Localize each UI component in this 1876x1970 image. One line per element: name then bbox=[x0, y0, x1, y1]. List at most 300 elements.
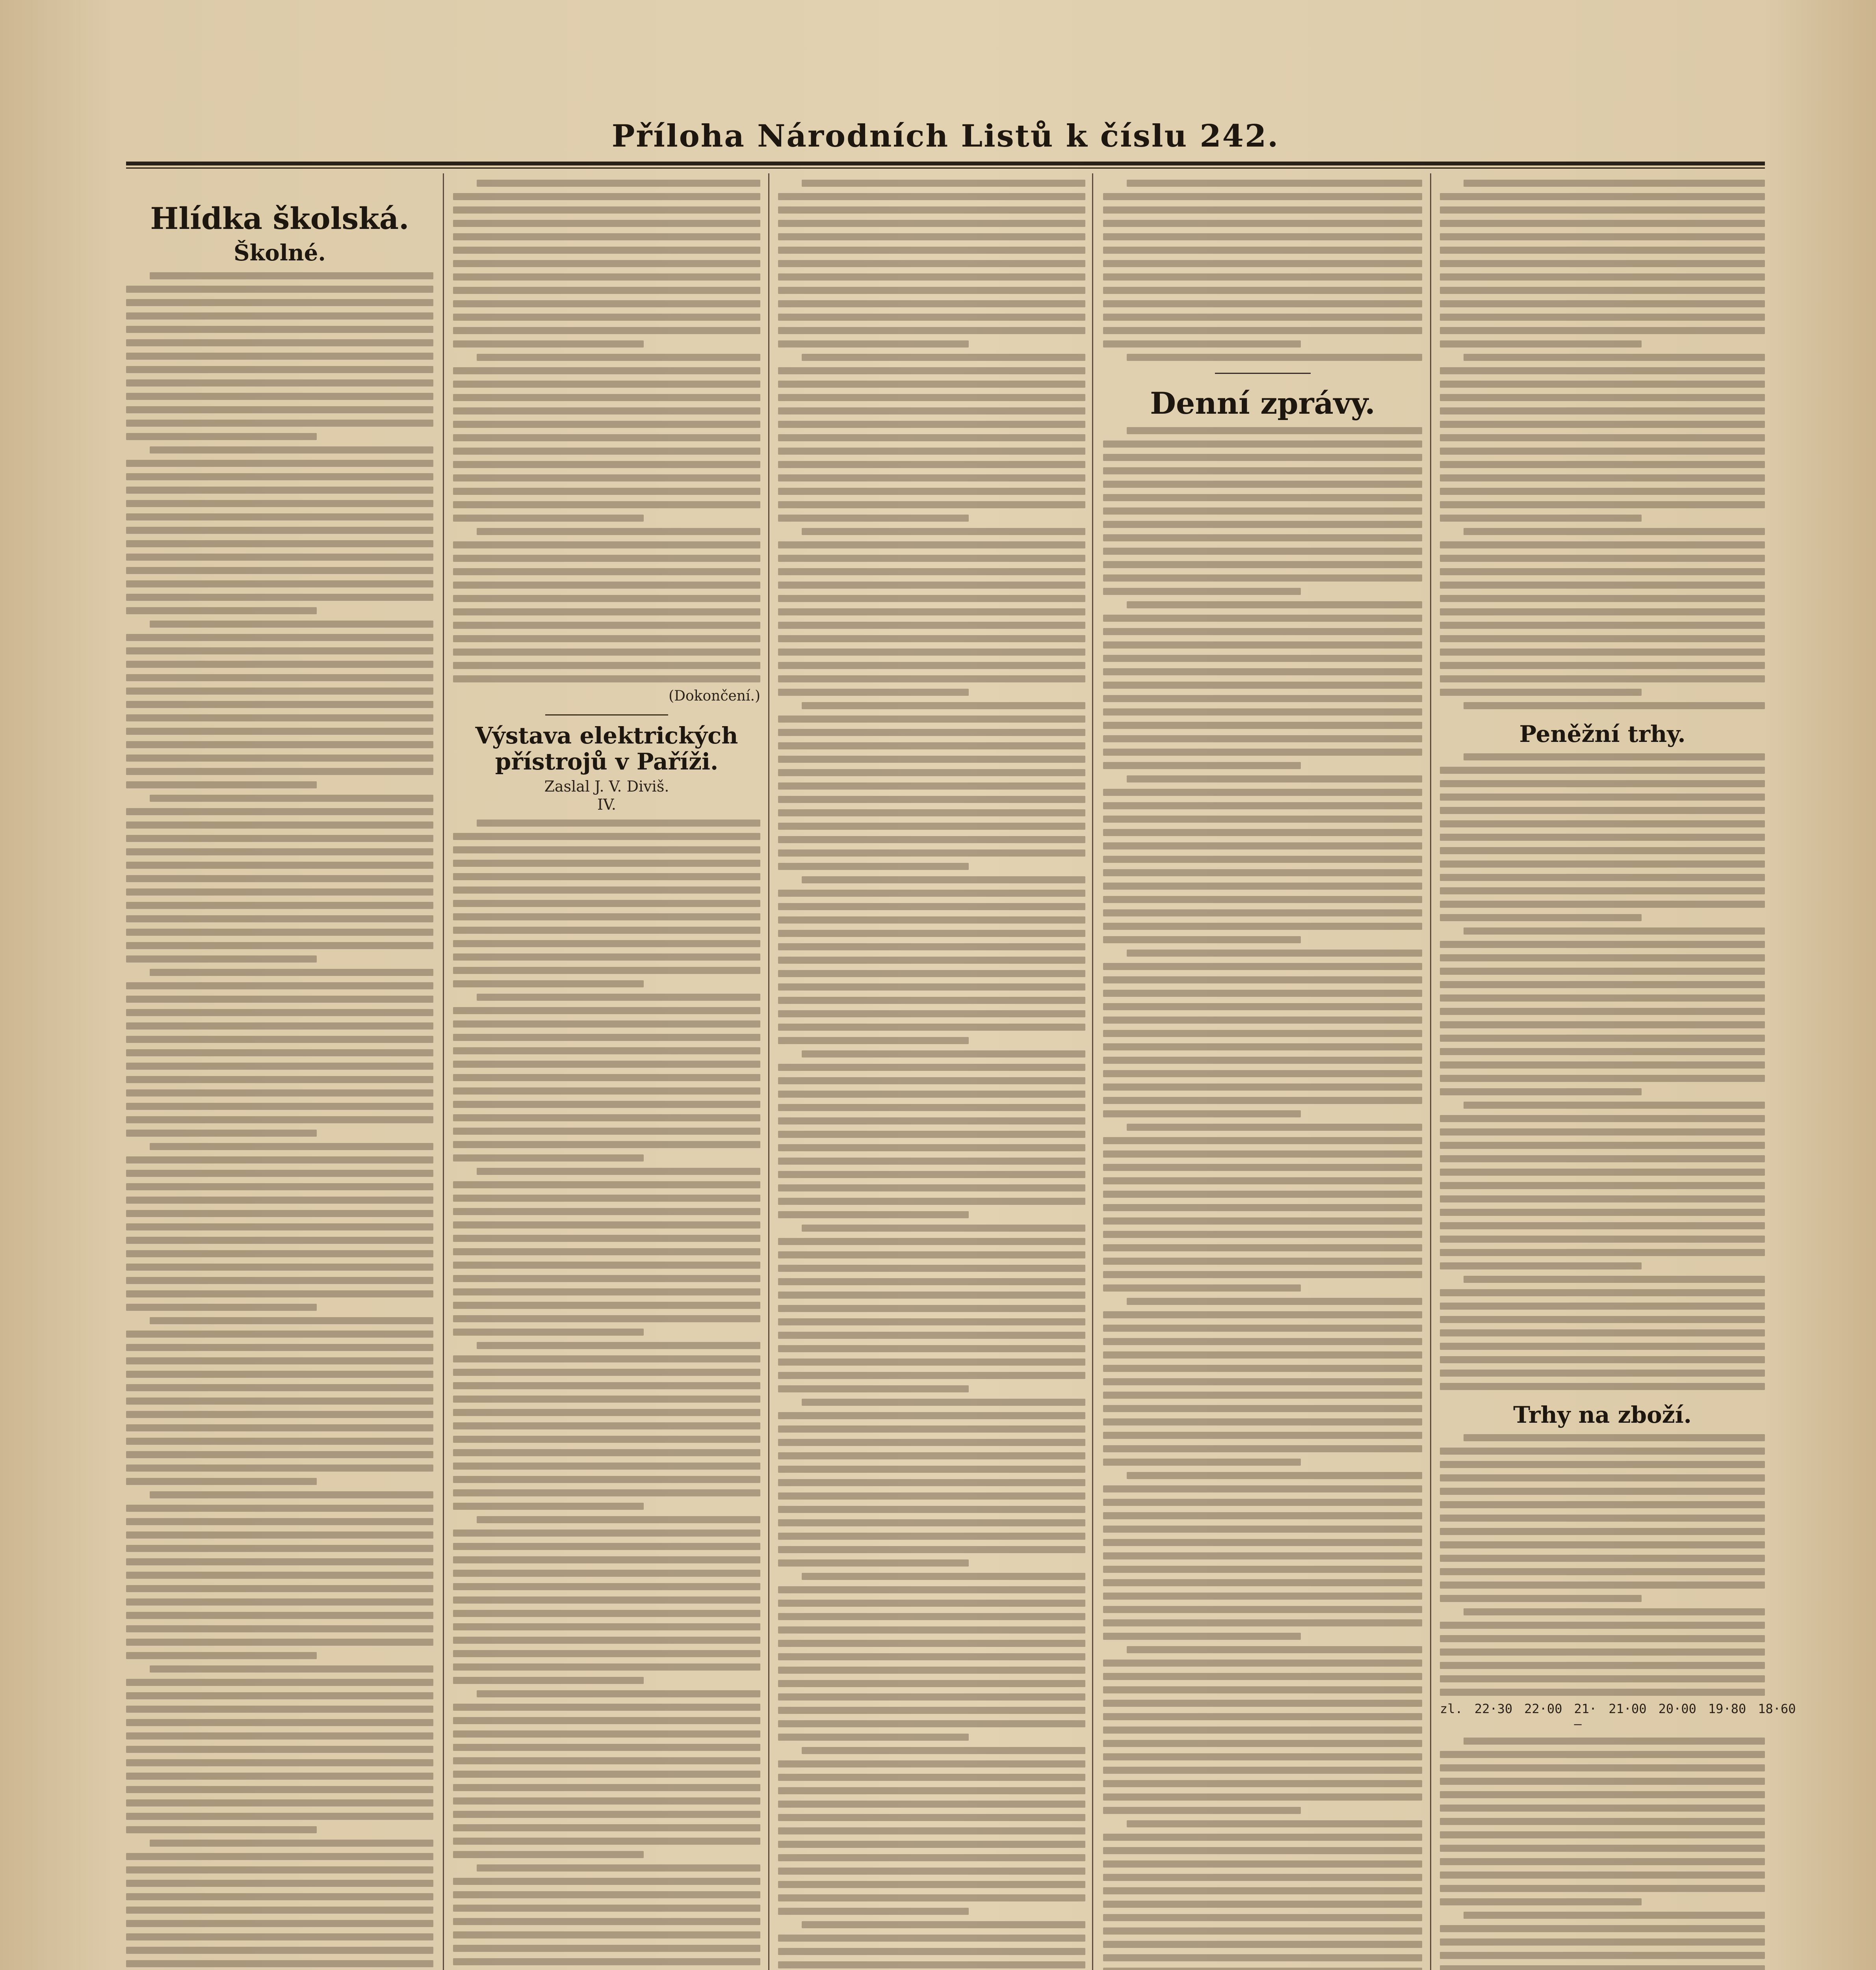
text-line bbox=[1440, 220, 1765, 227]
text-line bbox=[453, 1757, 760, 1764]
text-line bbox=[1103, 287, 1422, 294]
text-line bbox=[453, 1476, 760, 1483]
text-line bbox=[126, 1116, 433, 1123]
text-line bbox=[1103, 1110, 1301, 1117]
text-line bbox=[1103, 1526, 1422, 1533]
text-line bbox=[778, 1198, 1085, 1205]
text-line bbox=[1103, 1593, 1422, 1600]
text-line bbox=[778, 1559, 969, 1567]
text-line bbox=[126, 1478, 317, 1485]
text-line bbox=[778, 863, 969, 870]
text-line bbox=[1464, 1912, 1765, 1919]
text-line bbox=[802, 1921, 1085, 1928]
text-line bbox=[1440, 1528, 1765, 1535]
text-line bbox=[1103, 1619, 1422, 1626]
text-line bbox=[1103, 1793, 1422, 1801]
text-line bbox=[1440, 1925, 1765, 1932]
text-line bbox=[1103, 1325, 1422, 1332]
text-line bbox=[1464, 927, 1765, 935]
text-line bbox=[778, 1653, 1085, 1660]
text-line bbox=[1440, 968, 1765, 975]
text-line bbox=[453, 1918, 760, 1925]
text-line bbox=[778, 903, 1085, 910]
text-line bbox=[453, 327, 760, 334]
text-line bbox=[453, 662, 760, 669]
text-line bbox=[778, 1251, 1085, 1258]
text-line bbox=[1440, 1343, 1765, 1350]
text-line bbox=[1440, 1195, 1765, 1202]
text-line bbox=[778, 675, 1085, 682]
text-line bbox=[1103, 1150, 1422, 1158]
text-line bbox=[778, 1466, 1085, 1473]
text-line bbox=[1440, 1831, 1765, 1838]
text-line bbox=[453, 1503, 644, 1510]
text-line bbox=[1103, 300, 1422, 307]
text-line bbox=[126, 1920, 433, 1927]
text-line bbox=[126, 728, 433, 735]
text-line bbox=[778, 1332, 1085, 1339]
text-line bbox=[1440, 1182, 1765, 1189]
text-line bbox=[1440, 901, 1765, 908]
text-line bbox=[1103, 1579, 1422, 1586]
text-line bbox=[1440, 1236, 1765, 1243]
text-line bbox=[126, 674, 433, 681]
text-line bbox=[126, 420, 433, 427]
text-line bbox=[126, 1398, 433, 1405]
text-line bbox=[802, 876, 1085, 883]
text-line bbox=[778, 233, 1085, 240]
text-line bbox=[1103, 1459, 1301, 1466]
text-line bbox=[453, 501, 760, 508]
text-line bbox=[453, 1195, 760, 1202]
text-line bbox=[126, 982, 433, 989]
text-line bbox=[1464, 1608, 1765, 1615]
text-line bbox=[1440, 1128, 1765, 1136]
text-line bbox=[126, 1947, 433, 1954]
text-line bbox=[453, 1329, 644, 1336]
text-line bbox=[1440, 1061, 1765, 1069]
text-line bbox=[1440, 421, 1765, 428]
price-cell: 21·— bbox=[1574, 1701, 1597, 1731]
article-body bbox=[1103, 180, 1422, 361]
text-line bbox=[1103, 1700, 1422, 1707]
text-line bbox=[778, 1144, 1085, 1151]
text-line bbox=[1103, 481, 1422, 488]
text-line bbox=[126, 1371, 433, 1378]
text-line bbox=[1103, 789, 1422, 796]
text-line bbox=[477, 1168, 760, 1175]
section-title-hlidka: Hlídka školská. bbox=[150, 201, 409, 236]
text-line bbox=[126, 875, 433, 882]
text-line bbox=[1440, 847, 1765, 854]
text-line bbox=[453, 1784, 760, 1791]
text-line bbox=[1103, 641, 1422, 649]
text-line bbox=[126, 647, 433, 654]
text-line bbox=[1103, 682, 1422, 689]
text-line bbox=[453, 1181, 760, 1188]
text-line bbox=[1127, 1472, 1422, 1479]
text-line bbox=[453, 1047, 760, 1054]
text-line bbox=[802, 354, 1085, 361]
text-line bbox=[1103, 1231, 1422, 1238]
text-line bbox=[1440, 1648, 1765, 1656]
text-line bbox=[453, 873, 760, 880]
text-line bbox=[453, 260, 760, 267]
text-line bbox=[126, 1103, 433, 1110]
text-line bbox=[1103, 534, 1422, 541]
text-line bbox=[1103, 1834, 1422, 1841]
text-line bbox=[126, 580, 433, 587]
text-line bbox=[1440, 860, 1765, 868]
text-line bbox=[778, 394, 1085, 401]
text-line bbox=[1127, 1646, 1422, 1653]
text-line bbox=[1440, 820, 1765, 827]
text-line bbox=[453, 1704, 760, 1711]
text-line bbox=[1440, 1568, 1765, 1575]
text-line bbox=[453, 1543, 760, 1550]
text-line bbox=[778, 957, 1085, 964]
text-line bbox=[1103, 193, 1422, 200]
text-line bbox=[477, 354, 760, 361]
text-line bbox=[1440, 273, 1765, 281]
text-line bbox=[126, 1063, 433, 1070]
text-line bbox=[1127, 1124, 1422, 1131]
text-line bbox=[126, 312, 433, 320]
text-line bbox=[150, 1665, 433, 1673]
text-line bbox=[1440, 1222, 1765, 1229]
text-line bbox=[126, 1357, 433, 1364]
text-line bbox=[477, 180, 760, 187]
article-body bbox=[1440, 180, 1765, 709]
text-line bbox=[453, 1905, 760, 1912]
text-line bbox=[778, 1546, 1085, 1553]
text-line bbox=[477, 528, 760, 535]
text-line bbox=[778, 273, 1085, 281]
text-line bbox=[778, 1305, 1085, 1312]
text-line bbox=[453, 913, 760, 920]
text-line bbox=[1440, 1075, 1765, 1082]
text-line bbox=[126, 1384, 433, 1391]
text-line bbox=[1103, 1941, 1422, 1948]
text-line bbox=[453, 1637, 760, 1644]
text-line bbox=[1440, 689, 1642, 696]
text-line bbox=[778, 1533, 1085, 1540]
text-line bbox=[453, 421, 760, 428]
text-line bbox=[453, 900, 760, 907]
text-line bbox=[1440, 206, 1765, 214]
text-line bbox=[453, 1436, 760, 1443]
text-line bbox=[453, 1154, 644, 1162]
text-line bbox=[1440, 1541, 1765, 1548]
text-line bbox=[1440, 233, 1765, 240]
text-line bbox=[1440, 954, 1765, 961]
text-line bbox=[453, 1449, 760, 1456]
text-line bbox=[1103, 507, 1422, 515]
text-line bbox=[778, 1519, 1085, 1526]
text-line bbox=[1103, 314, 1422, 321]
text-line bbox=[1103, 1177, 1422, 1184]
text-line bbox=[1440, 474, 1765, 481]
text-line bbox=[453, 1128, 760, 1135]
text-line bbox=[778, 1425, 1085, 1433]
byline: Zaslal J. V. Diviš. bbox=[544, 778, 669, 795]
price-cell: 22·30 bbox=[1474, 1701, 1513, 1716]
text-line bbox=[778, 1171, 1085, 1178]
text-line bbox=[1103, 869, 1422, 876]
column-divider bbox=[1092, 173, 1093, 1970]
section-title-zpravy: Denní zprávy. bbox=[1150, 386, 1375, 421]
text-line bbox=[1440, 1555, 1765, 1562]
text-line bbox=[453, 1061, 760, 1068]
text-line bbox=[453, 1811, 760, 1818]
text-line bbox=[778, 340, 969, 348]
text-line bbox=[1103, 1137, 1422, 1144]
text-line bbox=[1440, 1872, 1765, 1879]
text-line bbox=[778, 555, 1085, 562]
text-line bbox=[1103, 923, 1422, 930]
text-line bbox=[778, 1238, 1085, 1245]
text-line bbox=[1440, 555, 1765, 562]
text-line bbox=[1440, 1169, 1765, 1176]
column-5 bbox=[1440, 173, 1796, 1970]
text-line bbox=[1440, 582, 1765, 589]
text-line bbox=[126, 393, 433, 400]
text-line bbox=[126, 1344, 433, 1351]
text-line bbox=[778, 1479, 1085, 1486]
text-line bbox=[778, 1760, 1085, 1767]
text-line bbox=[126, 540, 433, 547]
text-line bbox=[1440, 287, 1765, 294]
text-line bbox=[453, 1275, 760, 1282]
text-line bbox=[1440, 1858, 1765, 1865]
text-line bbox=[1103, 1043, 1422, 1050]
column-1 bbox=[126, 173, 433, 1970]
text-line bbox=[126, 1907, 433, 1914]
text-line bbox=[778, 1131, 1085, 1138]
text-line bbox=[778, 1385, 969, 1392]
text-line bbox=[778, 1318, 1085, 1325]
text-line bbox=[150, 1317, 433, 1324]
text-line bbox=[453, 1824, 760, 1831]
text-line bbox=[126, 1853, 433, 1860]
divider bbox=[1215, 373, 1311, 374]
text-line bbox=[453, 1650, 760, 1657]
text-line bbox=[126, 996, 433, 1003]
section-title-vystava: Výstava elektrických přístrojů v Paříži. bbox=[475, 722, 738, 775]
text-line bbox=[126, 1076, 433, 1083]
text-line bbox=[1103, 655, 1422, 662]
text-line bbox=[1440, 1142, 1765, 1149]
text-line bbox=[1440, 1952, 1765, 1959]
text-line bbox=[126, 1505, 433, 1512]
text-line bbox=[1440, 1088, 1642, 1095]
text-line bbox=[126, 1746, 433, 1753]
text-line bbox=[778, 381, 1085, 388]
text-line bbox=[778, 1586, 1085, 1593]
text-line bbox=[1103, 722, 1422, 729]
text-line bbox=[1103, 936, 1301, 943]
text-line bbox=[126, 848, 433, 855]
text-line bbox=[778, 782, 1085, 790]
text-line bbox=[1103, 1084, 1422, 1091]
text-line bbox=[1440, 794, 1765, 801]
text-line bbox=[126, 1773, 433, 1780]
text-line bbox=[126, 1799, 433, 1806]
text-line bbox=[778, 716, 1085, 723]
text-line bbox=[1103, 1727, 1422, 1734]
text-line bbox=[1440, 501, 1765, 508]
text-line bbox=[778, 1184, 1085, 1191]
text-line bbox=[453, 474, 760, 481]
text-line bbox=[477, 1342, 760, 1349]
text-line bbox=[778, 474, 1085, 481]
text-line bbox=[778, 1948, 1085, 1955]
text-line bbox=[126, 1866, 433, 1873]
text-line bbox=[778, 568, 1085, 575]
text-line bbox=[1440, 981, 1765, 988]
text-line bbox=[126, 1290, 433, 1297]
text-line bbox=[1127, 354, 1422, 361]
text-line bbox=[778, 1158, 1085, 1165]
text-line bbox=[126, 768, 433, 775]
text-line bbox=[1440, 1209, 1765, 1216]
text-line bbox=[126, 688, 433, 695]
text-line bbox=[126, 326, 433, 333]
text-line bbox=[126, 1826, 317, 1833]
text-line bbox=[126, 607, 317, 614]
masthead-rule bbox=[126, 167, 1765, 169]
text-line bbox=[1440, 1249, 1765, 1256]
text-line bbox=[1103, 856, 1422, 863]
text-line bbox=[1103, 829, 1422, 836]
text-line bbox=[778, 220, 1085, 227]
text-line bbox=[1103, 1887, 1422, 1894]
text-line bbox=[1440, 1115, 1765, 1122]
text-line bbox=[1103, 1767, 1422, 1774]
text-line bbox=[1103, 494, 1422, 501]
text-line bbox=[453, 555, 760, 562]
text-line bbox=[1103, 1485, 1422, 1492]
text-line bbox=[453, 860, 760, 867]
continuation-note: (Dokončení.) bbox=[669, 688, 760, 704]
text-line bbox=[1103, 1539, 1422, 1546]
text-line bbox=[1103, 340, 1301, 348]
text-line bbox=[126, 701, 433, 708]
text-line bbox=[1103, 1552, 1422, 1559]
text-line bbox=[1103, 1070, 1422, 1077]
text-line bbox=[1103, 1191, 1422, 1198]
text-line bbox=[1103, 1217, 1422, 1225]
text-line bbox=[126, 821, 433, 829]
text-line bbox=[802, 1399, 1085, 1406]
text-line bbox=[778, 756, 1085, 763]
text-line bbox=[453, 595, 760, 602]
text-line bbox=[1103, 1057, 1422, 1064]
text-line bbox=[150, 795, 433, 802]
text-line bbox=[778, 635, 1085, 642]
text-line bbox=[1103, 467, 1422, 474]
text-line bbox=[126, 1464, 433, 1472]
text-line bbox=[1103, 668, 1422, 675]
text-line bbox=[126, 1210, 433, 1217]
text-line bbox=[453, 635, 760, 642]
text-line bbox=[1440, 1885, 1765, 1892]
text-line bbox=[1103, 588, 1301, 595]
text-line bbox=[126, 1197, 433, 1204]
text-line bbox=[126, 1572, 433, 1579]
text-line bbox=[778, 809, 1085, 816]
text-line bbox=[1440, 914, 1642, 921]
text-line bbox=[1103, 440, 1422, 448]
price-cell: 18·60 bbox=[1758, 1701, 1796, 1716]
article-body bbox=[126, 272, 433, 1970]
text-line bbox=[453, 381, 760, 388]
text-line bbox=[778, 314, 1085, 321]
text-line bbox=[150, 1840, 433, 1847]
text-line bbox=[1440, 595, 1765, 602]
text-line bbox=[453, 434, 760, 441]
text-line bbox=[778, 1801, 1085, 1808]
text-line bbox=[1440, 1622, 1765, 1629]
text-line bbox=[778, 434, 1085, 441]
text-line bbox=[453, 1489, 760, 1496]
text-line bbox=[126, 1759, 433, 1766]
text-line bbox=[778, 1439, 1085, 1446]
article-body bbox=[1440, 1738, 1765, 1970]
text-line bbox=[1440, 314, 1765, 321]
text-line bbox=[453, 1623, 760, 1630]
text-line bbox=[453, 287, 760, 294]
text-line bbox=[453, 340, 644, 348]
text-line bbox=[1440, 568, 1765, 575]
text-line bbox=[1103, 1673, 1422, 1680]
text-line bbox=[126, 1933, 433, 1940]
text-line bbox=[1103, 1954, 1422, 1961]
price-cell: 21·00 bbox=[1609, 1701, 1647, 1716]
text-line bbox=[1440, 1675, 1765, 1682]
text-line bbox=[150, 446, 433, 453]
text-line bbox=[453, 541, 760, 548]
text-line bbox=[126, 741, 433, 748]
text-line bbox=[453, 515, 644, 522]
text-line bbox=[1103, 1566, 1422, 1573]
column-divider bbox=[1430, 173, 1431, 1970]
text-line bbox=[802, 702, 1085, 709]
text-line bbox=[1440, 1461, 1765, 1468]
text-line bbox=[778, 622, 1085, 629]
text-line bbox=[1440, 541, 1765, 548]
text-line bbox=[126, 1706, 433, 1713]
text-line bbox=[453, 448, 760, 455]
text-line bbox=[1440, 1289, 1765, 1296]
text-line bbox=[778, 327, 1085, 334]
text-line bbox=[1103, 1378, 1422, 1385]
text-line bbox=[126, 1545, 433, 1552]
text-line bbox=[1440, 1356, 1765, 1363]
text-line bbox=[1440, 635, 1765, 642]
text-line bbox=[126, 353, 433, 360]
text-line bbox=[453, 193, 760, 200]
text-line bbox=[1440, 407, 1765, 414]
text-line bbox=[126, 1438, 433, 1445]
text-line bbox=[1440, 1818, 1765, 1825]
text-line bbox=[453, 1141, 760, 1148]
text-line bbox=[778, 729, 1085, 736]
text-line bbox=[778, 1506, 1085, 1513]
text-line bbox=[1103, 561, 1422, 568]
text-line bbox=[126, 1089, 433, 1097]
text-line bbox=[126, 1022, 433, 1030]
